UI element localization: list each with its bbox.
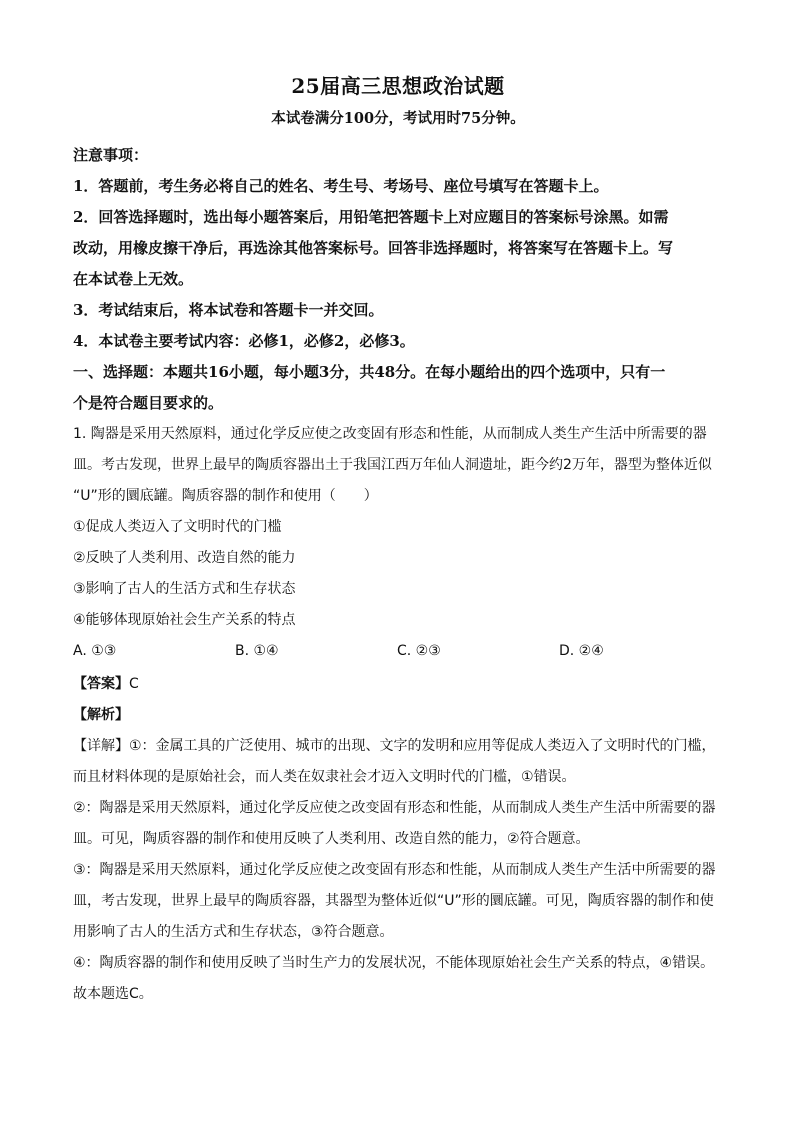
- detail-line: 而且材料体现的是原始社会，而人类在奴隶社会才迈入文明时代的门槛，①错误。: [73, 769, 576, 785]
- notice-block: [73, 140, 723, 357]
- exam-subtitle: 本试卷满分100分，考试用时75分钟。: [271, 110, 525, 127]
- detail-line: ②：陶器是采用天然原料，通过化学反应使之改变固有形态和性能，从而制成人类生产生活中所需要的器: [73, 800, 716, 816]
- section-line: 一、选择题：本题共16小题，每小题3分，共48分。在每小题给出的四个选项中，只有一: [73, 363, 666, 381]
- notice-item: 2．回答选择题时，选出每小题答案后，用铅笔把答题卡上对应题目的答案标号涂黑。如需: [73, 208, 669, 226]
- option-d: D. ②④: [559, 643, 604, 659]
- statement-item: ③影响了古人的生活方式和生存状态: [73, 581, 296, 597]
- question-stem-line: 1. 陶器是采用天然原料，通过化学反应使之改变固有形态和性能，从而制成人类生产生活中所需要的器: [73, 426, 707, 442]
- analysis-line: [73, 700, 723, 731]
- statement-item: ②反映了人类利用、改造自然的能力: [73, 550, 296, 566]
- statement-item: ①促成人类迈入了文明时代的门槛: [73, 519, 282, 535]
- answer-label: 【答案】: [73, 676, 129, 692]
- option-a: A. ①③: [73, 643, 117, 659]
- detail-line: 用影响了古人的生活方式和生存状态，③符合题意。: [73, 924, 394, 940]
- detail-line: 【详解】①：金属工具的广泛使用、城市的出现、文字的发明和应用等促成人类迈入了文明时代的门槛，: [73, 738, 716, 754]
- notice-heading: 注意事项：: [73, 146, 149, 164]
- question-stem-line: “U”形的圜底罐。陶质容器的制作和使用（ ）: [73, 488, 378, 504]
- notice-item: 4．本试卷主要考试内容：必修1，必修2，必修3。: [73, 332, 415, 350]
- notice-item: 1．答题前，考生务必将自己的姓名、考生号、考场号、座位号填写在答题卡上。: [73, 177, 609, 195]
- exam-page: [73, 72, 723, 1010]
- answer-value: C: [129, 676, 139, 692]
- question-1: [73, 419, 723, 1010]
- notice-item: 3．考试结束后，将本试卷和答题卡一并交回。: [73, 301, 384, 319]
- detail-line: 故本题选C。: [73, 986, 153, 1002]
- notice-item: 在本试卷上无效。: [73, 270, 194, 288]
- answer-line: [73, 669, 723, 700]
- detail-line: 皿，考古发现，世界上最早的陶质容器，其器型为整体近似“U”形的圜底罐。可见，陶质容器的制作和使: [73, 893, 714, 909]
- section-line: 个是符合题目要求的。: [73, 394, 224, 412]
- page-title: 25届高三思想政治试题: [291, 74, 505, 98]
- detail-line: 皿。可见，陶质容器的制作和使用反映了人类利用、改造自然的能力，②符合题意。: [73, 831, 590, 847]
- section-heading: [73, 357, 723, 419]
- question-stem-line: 皿。考古发现，世界上最早的陶质容器出土于我国江西万年仙人洞遗址，距今约2万年，器型为整体近似: [73, 457, 712, 473]
- statement-item: ④能够体现原始社会生产关系的特点: [73, 612, 296, 628]
- option-b: B. ①④: [235, 643, 279, 659]
- detail-line: ④：陶质容器的制作和使用反映了当时生产力的发展状况，不能体现原始社会生产关系的特点，④错误。: [73, 955, 715, 971]
- analysis-label: 【解析】: [73, 707, 129, 723]
- options-row: [73, 636, 723, 667]
- notice-item: 改动，用橡皮擦干净后，再选涂其他答案标号。回答非选择题时，将答案写在答题卡上。写: [73, 239, 674, 257]
- option-c: C. ②③: [397, 643, 441, 659]
- detail-line: ③：陶器是采用天然原料，通过化学反应使之改变固有形态和性能，从而制成人类生产生活中所需要的器: [73, 862, 716, 878]
